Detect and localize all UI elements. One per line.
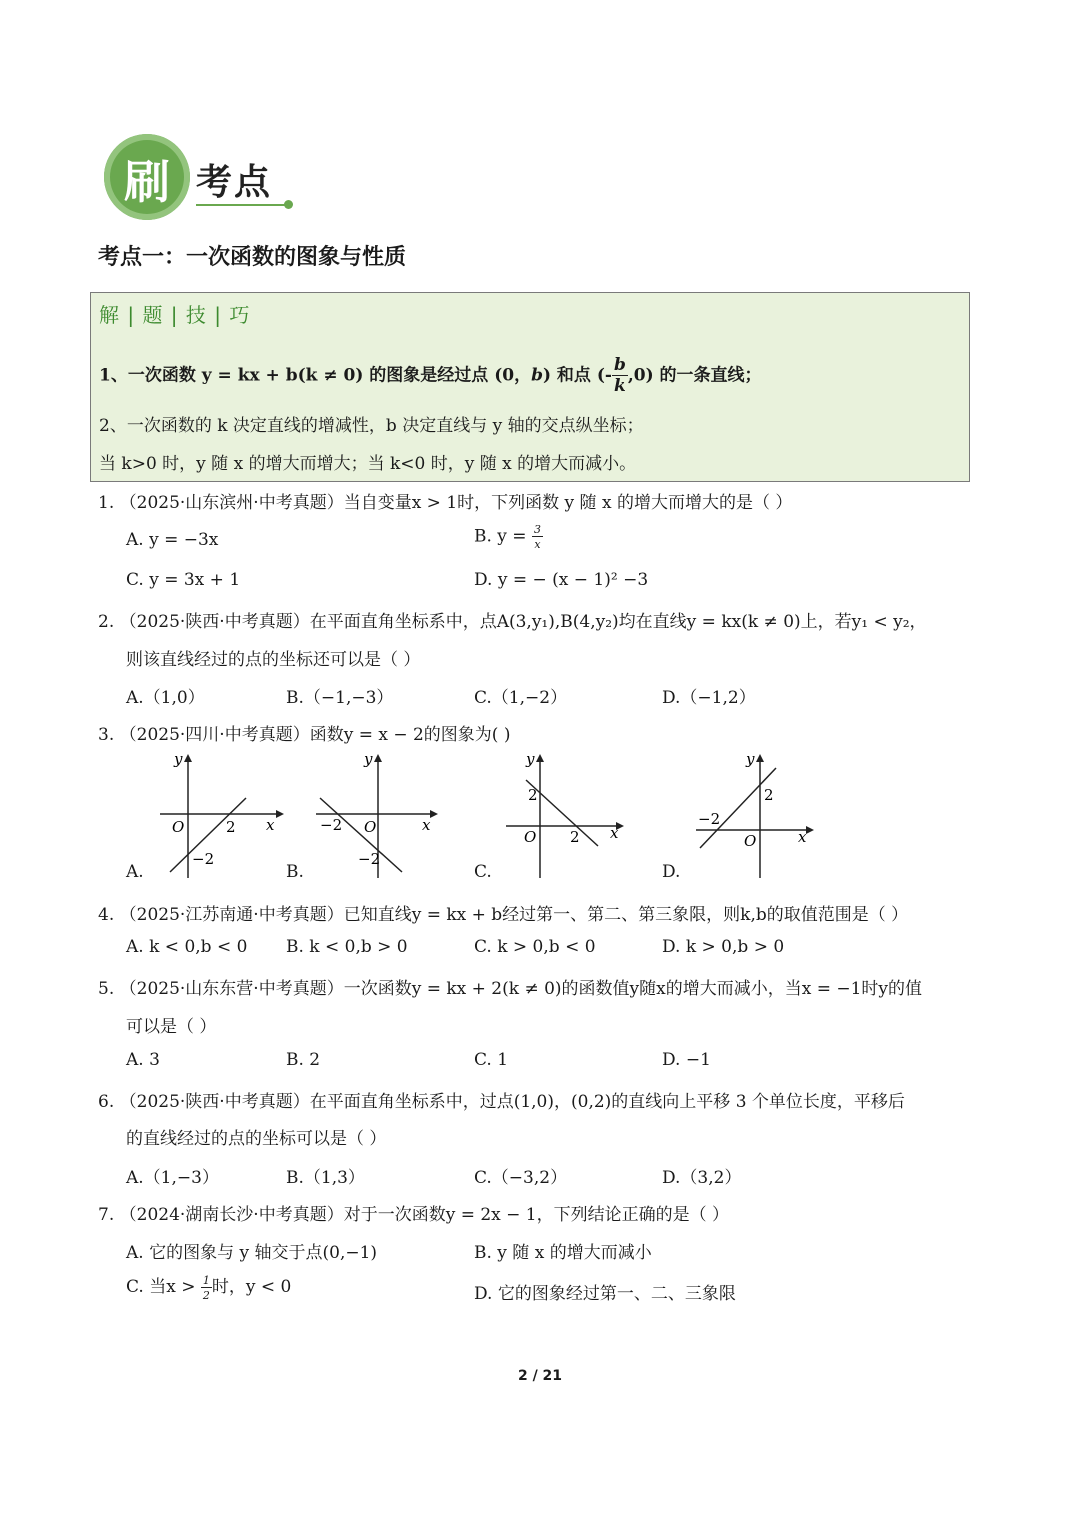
tips-fraction [612,357,628,395]
page-number: 2 / 21 [517,1368,563,1384]
q4-option-b: B. k < 0,b > 0 [286,937,408,957]
q3-b-label-1: −2 [320,816,343,834]
q2-stem-2: 则该直线经过的点的坐标还可以是（ ） [126,650,421,670]
q1-b-num: 3 [533,523,541,536]
q4-stem: 4. （2025·江苏南通·中考真题）已知直线y = kx + b经过第一、第二、第三象限，则k,b的取值范围是（ ） [98,905,909,925]
q1-option-b [474,524,543,550]
tips-fraction-den: k [614,376,626,396]
q3-b-origin: O [364,818,377,836]
q3-c-label-2: 2 [570,828,580,846]
q3-d-label-1: −2 [698,810,721,828]
q6-option-c: C.（−3,2） [474,1168,568,1188]
q4-option-c: C. k > 0,b < 0 [474,937,596,957]
q3-stem: 3. （2025·四川·中考真题）函数y = x − 2的图象为( ) [98,725,511,745]
tips-line-1-part-a: 1、一次函数 y = kx + b(k ≠ 0) 的图象是经过点 (0， [99,365,532,386]
q3-graph-c [500,750,640,880]
q3-a-label-1: 2 [226,818,236,836]
q6-option-a: A.（1,−3） [126,1168,219,1188]
tips-line-1-part-b: b [531,365,543,386]
q6-stem: 6. （2025·陕西·中考真题）在平面直角坐标系中，过点(1,0)，(0,2)的直线向上平移 3 个单位长度，平移后 [98,1092,905,1112]
q2-option-c: C.（1,−2） [474,688,568,708]
q3-d-origin: O [744,832,757,850]
q5-option-c: C. 1 [474,1050,509,1070]
q3-c-axis-y: y [526,750,535,768]
q5-option-b: B. 2 [286,1050,321,1070]
q5-stem-2: 可以是（ ） [126,1017,217,1037]
q3-b-axis-y: y [364,750,373,768]
q3-c-axis-x: x [610,824,619,842]
q7-option-c [126,1272,291,1301]
q1-option-b-prefix: B. y = [474,526,532,547]
tips-line-1-part-c: ) 和点 (- [542,365,612,386]
q2-option-d: D.（−1,2） [662,688,756,708]
tips-fraction-num: b [613,355,626,375]
q7-stem: 7. （2024·湖南长沙·中考真题）对于一次函数y = 2x − 1，下列结论正确的是（ ） [98,1205,730,1225]
header-badge [100,132,290,222]
q3-a-axis-x: x [266,816,275,834]
q1-option-a: A. y = −3x [126,530,219,550]
q5-option-a: A. 3 [126,1050,160,1070]
q3-a-origin: O [172,818,185,836]
q5-stem: 5. （2025·山东东营·中考真题）一次函数y = kx + 2(k ≠ 0)的函数值y随x的增大而减小，当x = −1时y的值 [98,979,923,999]
q7-option-d: D. 它的图象经过第一、二、三象限 [474,1284,736,1304]
tips-line-2: 2、一次函数的 k 决定直线的增减性，b 决定直线与 y 轴的交点纵坐标； [99,416,644,436]
q3-a-axis-y: y [174,750,183,768]
q4-option-d: D. k > 0,b > 0 [662,937,785,957]
tips-heading: 解 | 题 | 技 | 巧 [99,303,251,327]
q3-option-a: A. [126,862,144,882]
q6-option-b: B.（1,3） [286,1168,365,1188]
q3-d-label-2: 2 [764,786,774,804]
q1-option-c: C. y = 3x + 1 [126,570,241,590]
q7-c-num: 1 [202,1273,210,1287]
q7-c-den: 2 [202,1288,210,1302]
section-title: 考点一：一次函数的图象与性质 [98,245,407,270]
q3-option-c: C. [474,862,492,882]
q1-b-den: x [534,538,541,551]
q1-option-b-fraction [532,524,543,550]
q3-c-label-1: 2 [528,786,538,804]
q2-option-b: B.（−1,−3） [286,688,394,708]
q3-graph-b [310,750,450,880]
badge-underline [196,204,286,206]
q3-d-axis-x: x [798,828,807,846]
q7-option-c-fraction [201,1275,212,1301]
tips-line-3: 当 k>0 时，y 随 x 的增大而增大；当 k<0 时，y 随 x 的增大而减小。 [99,454,637,474]
q1-option-d: D. y = − (x − 1)² −3 [474,570,649,590]
q3-a-label-2: −2 [192,850,215,868]
q2-option-a: A.（1,0） [126,688,205,708]
q6-option-d: D.（3,2） [662,1168,742,1188]
q7-option-c-prefix: C. 当x > [126,1277,201,1297]
q3-graph-d [690,750,830,880]
q1-stem: 1. （2025·山东滨州·中考真题）当自变量x > 1时，下列函数 y 随 x 的增大而增大的是（ ） [98,493,793,513]
badge-char: 刷 [124,155,170,209]
q3-b-axis-x: x [422,816,431,834]
q5-option-d: D. −1 [662,1050,711,1070]
q3-b-label-2: −2 [358,850,381,868]
tips-line-1-part-d: ,0) 的一条直线； [627,365,762,386]
badge-dot [284,200,293,209]
q3-c-origin: O [524,828,537,846]
q4-option-a: A. k < 0,b < 0 [126,937,248,957]
tips-box [90,292,970,482]
badge-circle [104,134,190,220]
q7-option-a: A. 它的图象与 y 轴交于点(0,−1) [126,1243,378,1263]
badge-word: 考点 [196,161,273,203]
q3-option-b: B. [286,862,304,882]
tips-line-1 [99,357,762,395]
q7-option-b: B. y 随 x 的增大而减小 [474,1243,652,1263]
q3-option-d: D. [662,862,681,882]
q2-stem: 2. （2025·陕西·中考真题）在平面直角坐标系中，点A(3,y₁),B(4,y₂)均在直线y = kx(k ≠ 0)上，若y₁ < y₂， [98,612,927,632]
q3-d-axis-y: y [746,750,755,768]
q7-option-c-suffix: 时，y < 0 [211,1277,292,1297]
q6-stem-2: 的直线经过的点的坐标可以是（ ） [126,1129,387,1149]
q3-graph-a [150,750,290,880]
